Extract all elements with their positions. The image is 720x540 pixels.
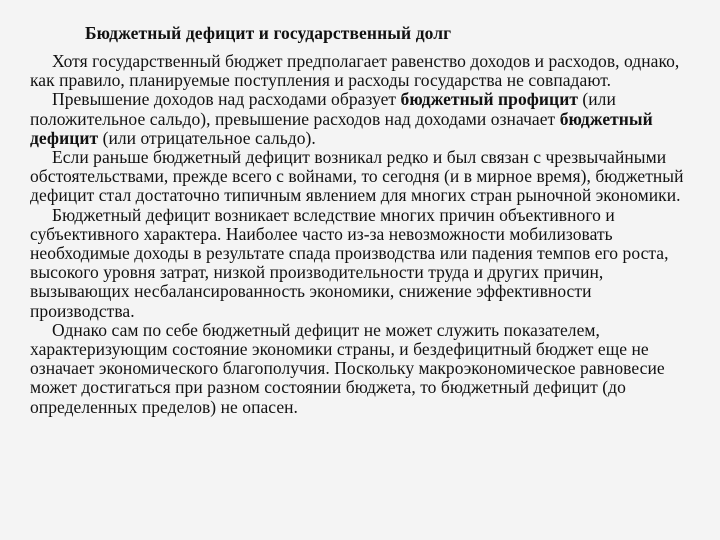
paragraph-1: Хотя государственный бюджет предполагает равенство доходов и расходов, однако, как правило, планируемые поступления и расходы государства не совпадают. bbox=[30, 51, 680, 91]
paragraph-2-text-e: (или отрицательное сальдо). bbox=[98, 127, 316, 148]
paragraph-4: Бюджетный дефицит возникает вследствие многих причин объективного и субъективного характера. Наиболее часто из-за невозможности мобилизовать необходимые доходы в результате спада производства или падения темпов его роста, высокого уровня затрат, низкой производительности труда и других причин, вызывающих несбалансированность экономики, снижение эффективности производства. bbox=[30, 204, 669, 321]
paragraph-5: Однако сам по себе бюджетный дефицит не может служить показателем, характеризующим состояние экономики страны, и бездефицитный бюджет еще не означает экономического благополучия. Поскольку макроэкономическое равновесие может достигаться при разном состоянии бюджета, то бюджетный дефицит (до определенных пределов) не опасен. bbox=[30, 319, 665, 417]
paragraph-2-text-c: (или положительное сальдо), превышение расходов над доходами означает bbox=[30, 89, 616, 129]
paragraph-2-text-a: Превышение доходов над расходами образует bbox=[52, 89, 401, 110]
term-budget-surplus: бюджетный профицит bbox=[400, 89, 578, 110]
document-body bbox=[30, 22, 692, 417]
paragraph-3: Если раньше бюджетный дефицит возникал редко и был связан с чрезвычайными обстоятельствами, прежде всего с войнами, то сегодня (и в мирное время), бюджетный дефицит стал достаточно типичным явлением для многих стран рыночной экономики. bbox=[30, 147, 684, 206]
term-budget-deficit: бюджетный дефицит bbox=[30, 108, 653, 148]
document-title: Бюджетный дефицит и государственный долг bbox=[85, 23, 452, 43]
paragraph-2 bbox=[30, 90, 692, 148]
